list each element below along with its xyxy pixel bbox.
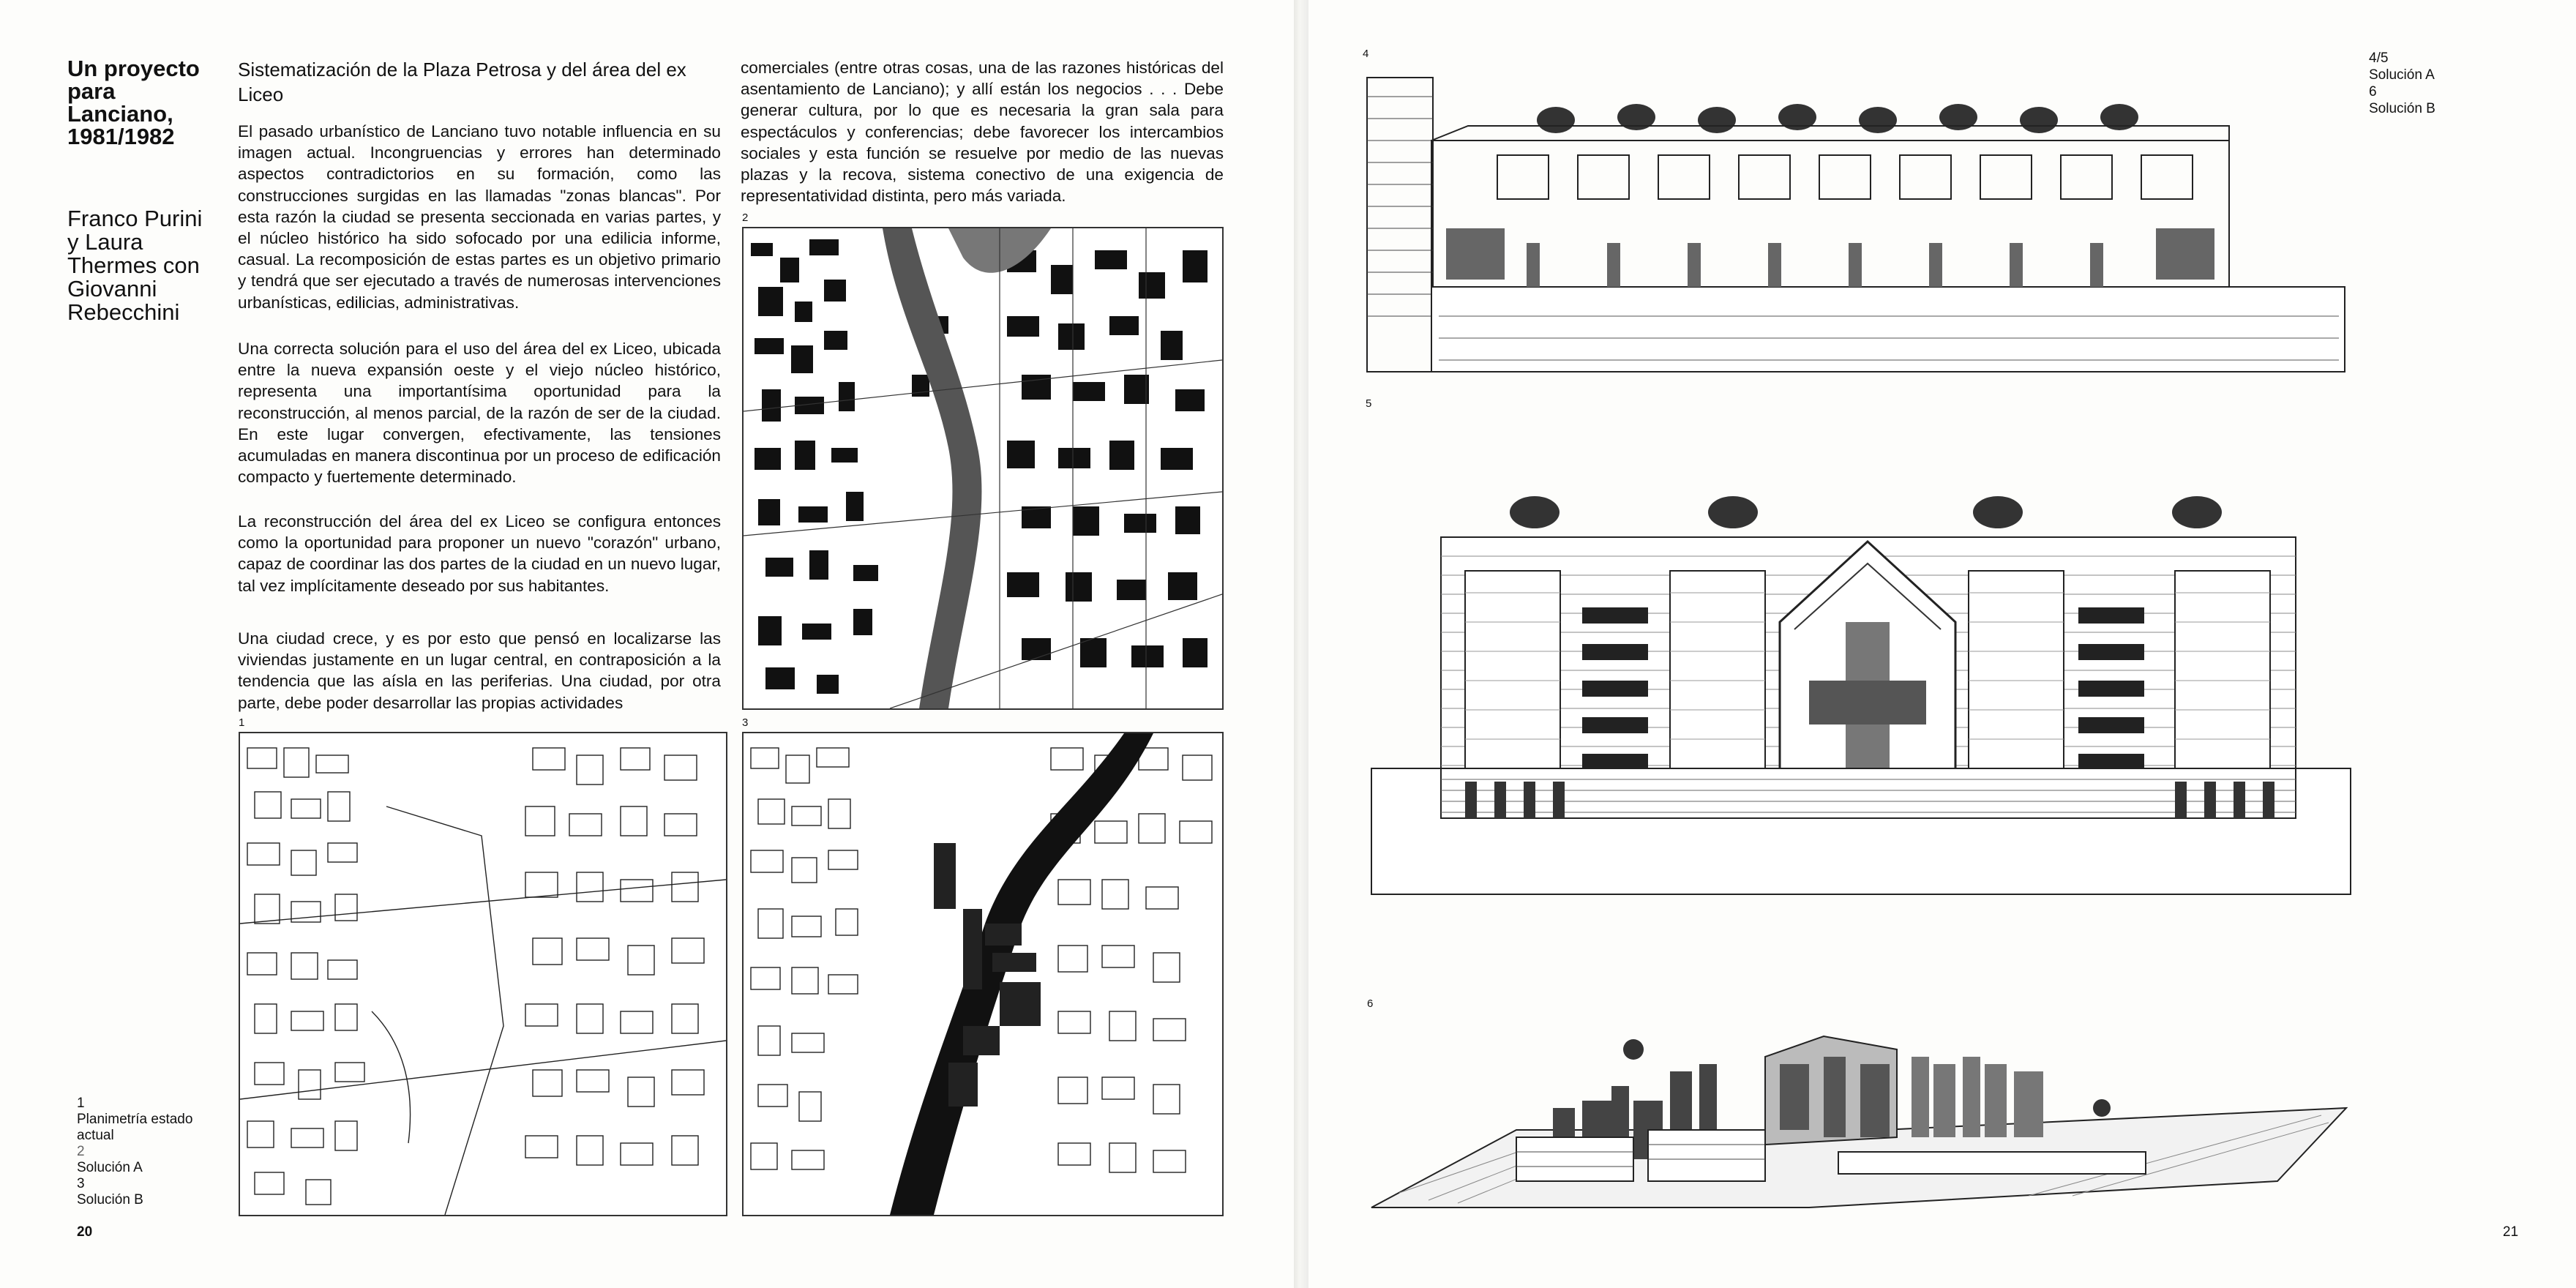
- caption-text: Solución A: [2369, 67, 2435, 83]
- page-number: 21: [2503, 1224, 2519, 1240]
- caption-number: 4/5: [2369, 50, 2389, 66]
- axonometric-drawing: [1370, 1027, 2348, 1210]
- caption-number: 2: [77, 1144, 85, 1159]
- body-paragraph: Una ciudad crece, y es por esto que pensó en localizarse las viviendas justamente en un lugar central, en contraposición a la tendencia que las aísla en las periferias. Una ciudad, por otra parte, debe poder desarrollar las propias actividades: [238, 629, 721, 712]
- elevation-drawing: [1370, 490, 2352, 896]
- article-subheading: Sistematización de la Plaza Petrosa y del área del ex Liceo: [238, 59, 686, 105]
- author-line: Franco Purini: [67, 206, 203, 231]
- caption-text: Solución B: [77, 1192, 143, 1208]
- caption-number: 3: [77, 1176, 85, 1191]
- caption-number: 6: [2369, 84, 2377, 100]
- author-line: Thermes con: [67, 252, 200, 278]
- title-line: para: [67, 78, 116, 104]
- page-number: 20: [77, 1224, 93, 1240]
- section-drawing: [1366, 67, 2346, 375]
- author-line: Giovanni: [67, 276, 157, 302]
- article-authors: [67, 207, 214, 324]
- title-line: Un proyecto: [67, 56, 200, 81]
- figure-captions: [77, 1096, 223, 1208]
- body-paragraph: La reconstrucción del área del ex Liceo se configura entonces como la oportunidad para proponer un nuevo "corazón" urbano, capaz de coordinar las dos partes de la ciudad en un nuevo lugar, tal vez implícitamente deseado por sus habitantes.: [238, 512, 721, 595]
- caption-number: 1: [77, 1096, 85, 1111]
- page-gutter: [1294, 0, 1308, 1288]
- author-line: Rebecchini: [67, 299, 180, 325]
- figure-number: 1: [239, 716, 245, 729]
- title-line: Lanciano,: [67, 101, 173, 127]
- site-plan-figure-1: [239, 732, 727, 1216]
- site-plan-drawing: [744, 733, 1222, 1215]
- site-plan-drawing: [240, 733, 726, 1215]
- site-plan-drawing: [744, 228, 1222, 708]
- body-paragraph: Una correcta solución para el uso del área del ex Liceo, ubicada entre la nueva expansión oeste y el viejo núcleo histórico, representa una importantísima oportunidad para la reconstrucción, al menos parcial, de la razón de ser de la ciudad. En este lugar convergen, efectivamente, las tensiones acumuladas en manera discontinua por un proceso de edificación compacto y fuertemente determinado.: [238, 340, 721, 487]
- body-paragraph-column-2: comerciales (entre otras cosas, una de las razones históricas del asentamiento de Lanciano); y allí están los negocios . . . Debe generar cultura, por lo que es necesaria la gran sala para espectáculos y conferencias; debe favorecer los intercambios sociales y esta función se resuelve por medio de las nuevas plazas y la recova, sistema conectivo de una exigencia de representatividad distinta, pero más variada.: [741, 59, 1224, 206]
- body-paragraph: El pasado urbanístico de Lanciano tuvo notable influencia en su imagen actual. Incongruencias y errores han determinado aspectos contradictorios en su formación, como las construcciones surgidas en las llamadas "zonas blancas". Por esta razón la ciudad se presenta seccionada en varias partes, y el núcleo histórico ha sido sofocado por una edilicia informe, casual. La recomposición de estas partes es un objetivo primario y tendrá que ser ejecutado a través de numerosas intervenciones urbanísticas, edilicias, administrativas.: [238, 122, 721, 312]
- right-figure-captions: [2369, 50, 2471, 117]
- section-drawing-figure-4: [1366, 67, 2346, 375]
- author-line: y Laura: [67, 229, 143, 255]
- caption-text: Solución B: [2369, 101, 2435, 116]
- figure-number: 6: [1367, 997, 1374, 1010]
- axonometric-drawing-figure-6: [1370, 1027, 2348, 1210]
- title-line: 1981/1982: [67, 124, 175, 149]
- figure-number: 5: [1366, 397, 1372, 410]
- figure-number: 3: [742, 716, 749, 729]
- caption-text: Solución A: [77, 1160, 143, 1175]
- article-title: [67, 57, 214, 148]
- elevation-drawing-figure-5: [1370, 490, 2352, 896]
- site-plan-figure-2: [742, 227, 1224, 710]
- figure-number: 2: [742, 211, 749, 224]
- caption-text: Planimetría estado actual: [77, 1112, 193, 1143]
- figure-number: 4: [1363, 48, 1369, 60]
- site-plan-figure-3: [742, 732, 1224, 1216]
